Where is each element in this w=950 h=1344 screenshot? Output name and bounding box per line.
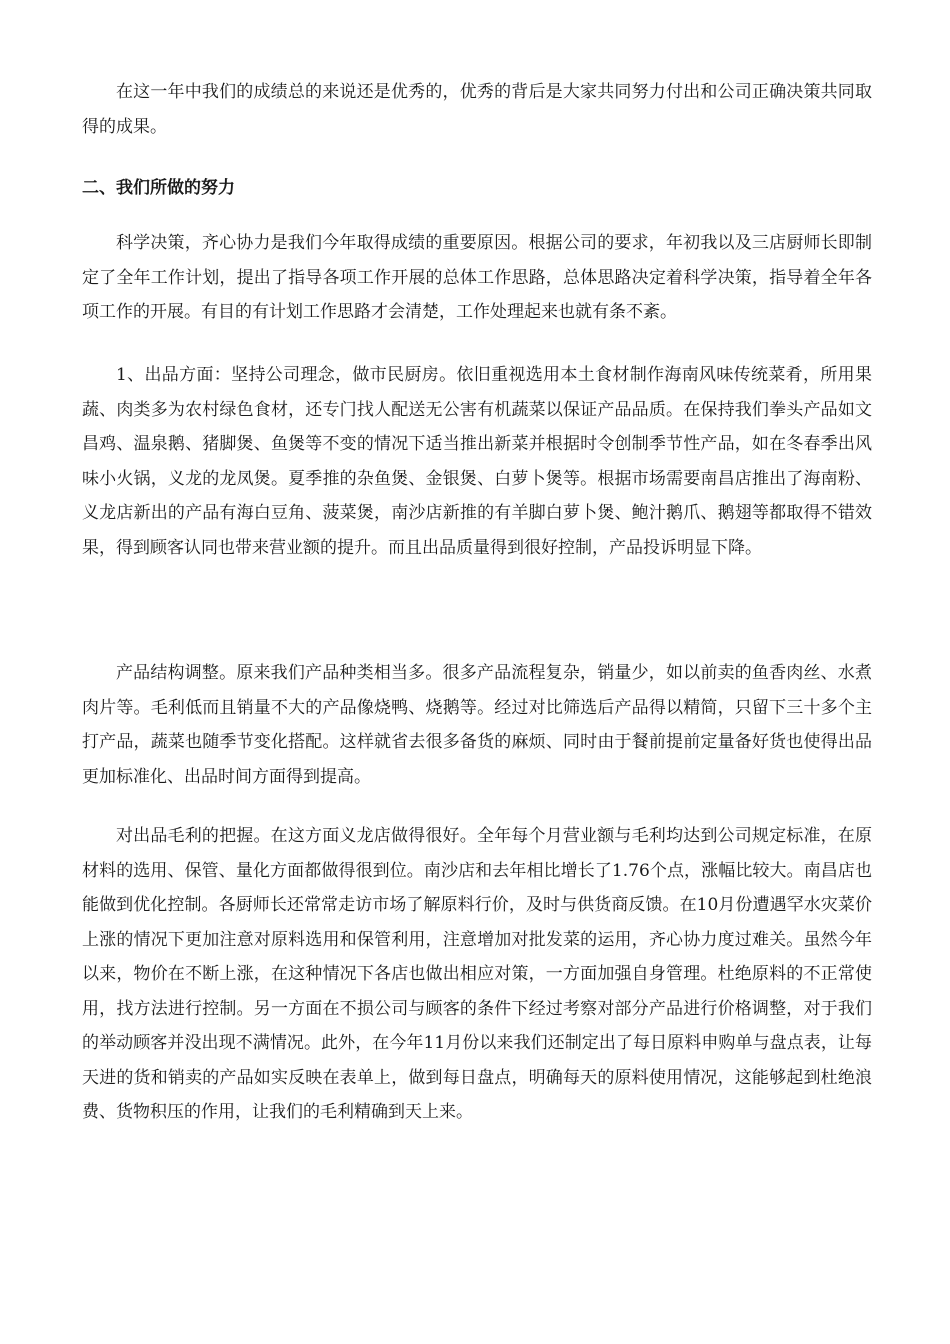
paragraph-product-output: 1、出品方面：坚持公司理念，做市民厨房。依旧重视选用本土食材制作海南风味传统菜肴，所用果蔬、肉类多为农村绿色食材，还专门找人配送无公害有机蔬菜以保证产品品质。在保持我们拳头产品如文昌鸡、温泉鹅、猪脚煲、鱼煲等不变的情况下适当推出新菜并根据时令创制季节性产品，如在冬春季出风味小火锅，义龙的龙凤煲。夏季推的杂鱼煲、金银煲、白萝卜煲等。根据市场需要南昌店推出了海南粉、义龙店新出的产品有海白豆角、菠菜煲，南沙店新推的有羊脚白萝卜煲、鲍汁鹅爪、鹅翅等都取得不错效果，得到顾客认同也带来营业额的提升。而且出品质量得到很好控制，产品投诉明显下降。: [82, 365, 872, 558]
paragraph-product-structure: 产品结构调整。原来我们产品种类相当多。很多产品流程复杂，销量少，如以前卖的鱼香肉丝、水煮肉片等。毛利低而且销量不大的产品像烧鸭、烧鹅等。经过对比筛选后产品得以精简，只留下三十多个主打产品，蔬菜也随季节变化搭配。这样就省去很多备货的麻烦、同时由于餐前提前定量备好货也使得出品更加标准化、出品时间方面得到提高。: [82, 663, 872, 787]
section-heading-efforts: 二、我们所做的努力: [82, 178, 235, 198]
paragraph-scientific-decision: 科学决策，齐心协力是我们今年取得成绩的重要原因。根据公司的要求，年初我以及三店厨师长即制定了全年工作计划，提出了指导各项工作开展的总体工作思路，总体思路决定着科学决策，指导着全年各项工作的开展。有目的有计划工作思路才会清楚，工作处理起来也就有条不紊。: [82, 233, 872, 322]
paragraph-gross-margin: 对出品毛利的把握。在这方面义龙店做得很好。全年每个月营业额与毛利均达到公司规定标准，在原材料的选用、保管、量化方面都做得很到位。南沙店和去年相比增长了1.76个点，涨幅比较大。南昌店也能做到优化控制。各厨师长还常常走访市场了解原料行价，及时与供货商反馈。在10月份遭遇罕水灾菜价上涨的情况下更加注意对原料选用和保管利用，注意增加对批发菜的运用，齐心协力度过难关。虽然今年以来，物价在不断上涨，在这种情况下各店也做出相应对策，一方面加强自身管理。杜绝原料的不正常使用，找方法进行控制。另一方面在不损公司与顾客的条件下经过考察对部分产品进行价格调整，对于我们的举动顾客并没出现不满情况。此外，在今年11月份以来我们还制定出了每日原料申购单与盘点表，让每天进的货和销卖的产品如实反映在表单上，做到每日盘点，明确每天的原料使用情况，这能够起到杜绝浪费、货物积压的作用，让我们的毛利精确到天上来。: [82, 826, 872, 1122]
paragraph-achievement-summary: 在这一年中我们的成绩总的来说还是优秀的，优秀的背后是大家共同努力付出和公司正确决策共同取得的成果。: [82, 82, 872, 137]
